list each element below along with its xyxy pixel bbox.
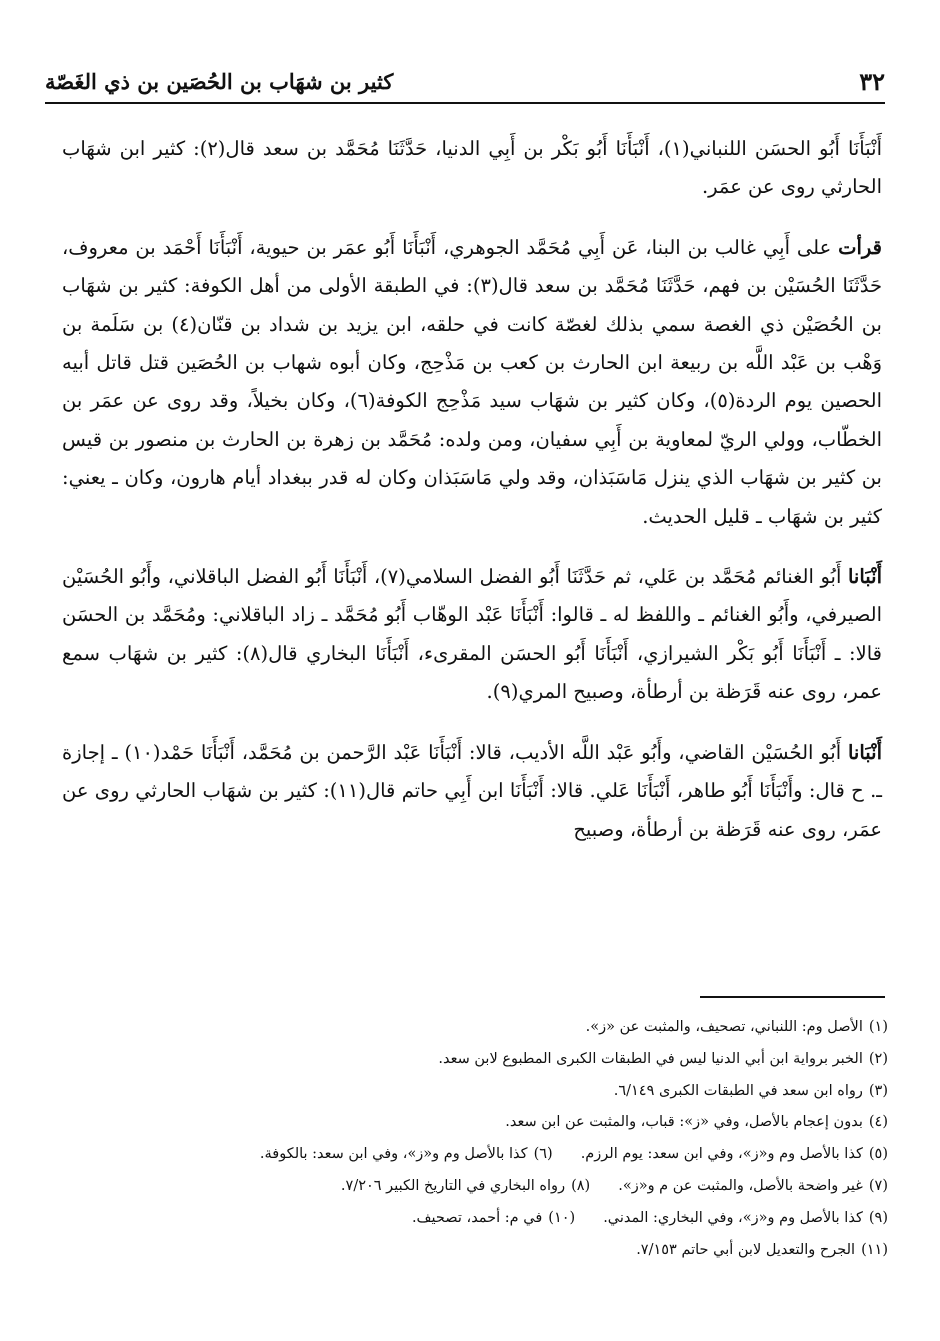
footnote-number: (٤): [868, 1114, 888, 1131]
footnote-row: [60, 1203, 888, 1235]
footnote-row: [60, 1076, 888, 1108]
footnote-text: غير واضحة بالأصل، والمثبت عن م و«ز».: [618, 1177, 863, 1194]
footnote: [614, 1076, 888, 1108]
footnote-text: في م: أحمد، تصحيف.: [411, 1209, 543, 1226]
footnote: [586, 1012, 888, 1044]
footnote-number: (١): [868, 1019, 888, 1035]
footnote-text: الخبر برواية ابن أبي الدنيا ليس في الطبقات الكبرى المطبوع لابن سعد.: [438, 1050, 863, 1067]
footnote: [438, 1044, 888, 1076]
running-title: كثير بن شهَاب بن الحُصَين بن ذي الغَصّة: [45, 69, 394, 94]
footnote-row: [60, 1171, 888, 1203]
paragraph-text: أَبُو الحُسَيْن القاضي، وأَبُو عَبْد اللَّه الأديب، قالا: أَنْبَأَنَا عَبْد الرَّحمن بن مُحَمَّد، أَنْبَأَنَا حَمْد(١٠) ـ إجازة ـ. ح قال: وأَنْبَأَنَا أَبُو طاهر، أَنْبَأَنَا عَلي. قالا: أَنْبَأَنَا ابن أَبِي حاتم قال(١١): كثير بن شهَاب الحارثي روى عن عمَر، روى عنه قَرَظة بن أرطأة، وصبيح: [62, 740, 883, 841]
paragraph-lead-word: أَنْبَانا: [847, 565, 882, 589]
footnote-text: كذا بالأصل وم و«ز»، وفي البخاري: المدني.: [603, 1209, 863, 1226]
footnote-row: [60, 1139, 888, 1171]
footnote: [618, 1171, 888, 1203]
footnote-number: (٧): [868, 1177, 888, 1194]
footnote-row: [60, 1012, 888, 1044]
footnote: [636, 1235, 888, 1267]
paragraph: [62, 734, 882, 849]
page-header: [45, 60, 885, 104]
paragraph: [62, 558, 882, 712]
footnote-number: (٩): [868, 1209, 888, 1226]
paragraph-text: على أَبِي غالب بن البنا، عَن أَبِي مُحَمَّد الجوهري، أَنْبَأَنَا أَبُو عمَر بن حيوية، أَنْبَأَنَا أَحْمَد بن معروف، حَدَّثَنَا الحُسَيْن بن فهم، حَدَّثَنَا مُحَمَّد بن سعد قال(٣): في الطبقة الأولى من أهل الكوفة: كثير بن شهَاب بن الحُصَيْن ذي الغصة سمي بذلك لغصّة كانت في حلقه، ابن يزيد بن شداد بن قنّان(٤) بن سَلَمة بن وَهْب بن عَبْد اللَّه بن ربيعة ابن الحارث بن كعب بن مَذْحِج، وكان أبوه شهاب بن الحُصَين قتل قاتل أبيه الحصين يوم الردة(٥)، وكان كثير بن شهَاب سيد مَذْحِج الكوفة(٦)، وكان بخيلاً، وقد روى عن عمَر بن الخطّاب، وولي الريّ لمعاوية بن أَبِي سفيان، ومن ولده: مُحَمَّد بن زهرة بن الحارث بن منصور بن قيس بن كثير بن شهَاب الذي ينزل مَاسَبَذان، وقد ولي مَاسَبَذان وكان له قدر ببغداد أيام هارون، وكان ـ يعني: كثير بن شهَاب ـ قليل الحديث.: [62, 235, 883, 528]
footnote: [260, 1139, 553, 1171]
paragraph-text: أَبُو الغنائم مُحَمَّد بن عَلي، ثم حَدَّثَنَا أَبُو الفضل السلامي(٧)، أَنْبَأَنَا أَبُو الفضل الباقلاني، وأَبُو الحُسَيْن الصيرفي، وأَبُو الغنائم ـ واللفظ له ـ قالوا: أَنْبَأَنَا عَبْد الوهّاب أَبُو مُحَمَّد ـ زاد الباقلاني: ومُحَمَّد بن الحسَن قالا: ـ أَنْبَأَنَا أَبُو بَكْر الشيرازي، أَنْبَأَنَا أَبُو الحسَن المقرىء، أَنْبَأَنَا البخاري قال(٨): كثير بن شهَاب سمع عمر، روى عنه قَرَظة بن أرطأة، وصبيح المري(٩).: [62, 565, 882, 704]
paragraph-lead-word: أَنْبَانا: [847, 740, 882, 764]
footnote-number: (٦): [533, 1146, 553, 1163]
footnote-text: الأصل وم: اللنباني، تصحيف، والمثبت عن «ز».: [585, 1019, 863, 1035]
paragraph-text: أَنْبَأَنَا أَبُو الحسَن اللنباني(١)، أَنْبَأَنَا أَبُو بَكْر بن أَبِي الدنيا، حَدَّثَنَا مُحَمَّد بن سعد قال(٢): كثير ابن شهَاب الحارثي روى عن عمَر.: [62, 137, 882, 199]
footnote-row: [60, 1235, 888, 1267]
footnote-text: كذا بالأصل وم و«ز»، وفي ابن سعد: بالكوفة.: [259, 1146, 528, 1163]
footnote-number: (١٠): [548, 1209, 576, 1226]
footnote: [505, 1107, 888, 1139]
paragraph: [62, 229, 882, 536]
footnote-text: بدون إعجام بالأصل، وفي «ز»: قباب، والمثبت عن ابن سعد.: [505, 1114, 863, 1131]
footnote-text: رواه البخاري في التاريخ الكبير ٧/٢٠٦.: [340, 1177, 566, 1194]
footnote-separator: [700, 996, 885, 998]
paragraph: [62, 130, 882, 207]
footnote-row: [60, 1107, 888, 1139]
page-number: ٣٢: [859, 67, 885, 96]
footnote-number: (٣): [868, 1082, 888, 1099]
footnote-row: [60, 1044, 888, 1076]
footnote: [341, 1171, 590, 1203]
footnote-number: (١١): [861, 1241, 888, 1258]
paragraph-lead-word: قرأت: [838, 235, 882, 259]
footnote: [603, 1203, 888, 1235]
footnote: [412, 1203, 575, 1235]
footnotes: [60, 1012, 888, 1266]
footnote-text: رواه ابن سعد في الطبقات الكبرى ٦/١٤٩.: [613, 1082, 863, 1099]
footnote-number: (٥): [868, 1146, 888, 1163]
footnote-text: كذا بالأصل وم و«ز»، وفي ابن سعد: يوم الرزم.: [580, 1146, 863, 1163]
main-text: [62, 130, 882, 849]
footnote: [581, 1139, 888, 1171]
footnote-number: (٢): [868, 1050, 888, 1067]
footnote-number: (٨): [571, 1177, 591, 1194]
footnote-text: الجرح والتعديل لابن أبي حاتم ٧/١٥٣.: [636, 1241, 856, 1258]
